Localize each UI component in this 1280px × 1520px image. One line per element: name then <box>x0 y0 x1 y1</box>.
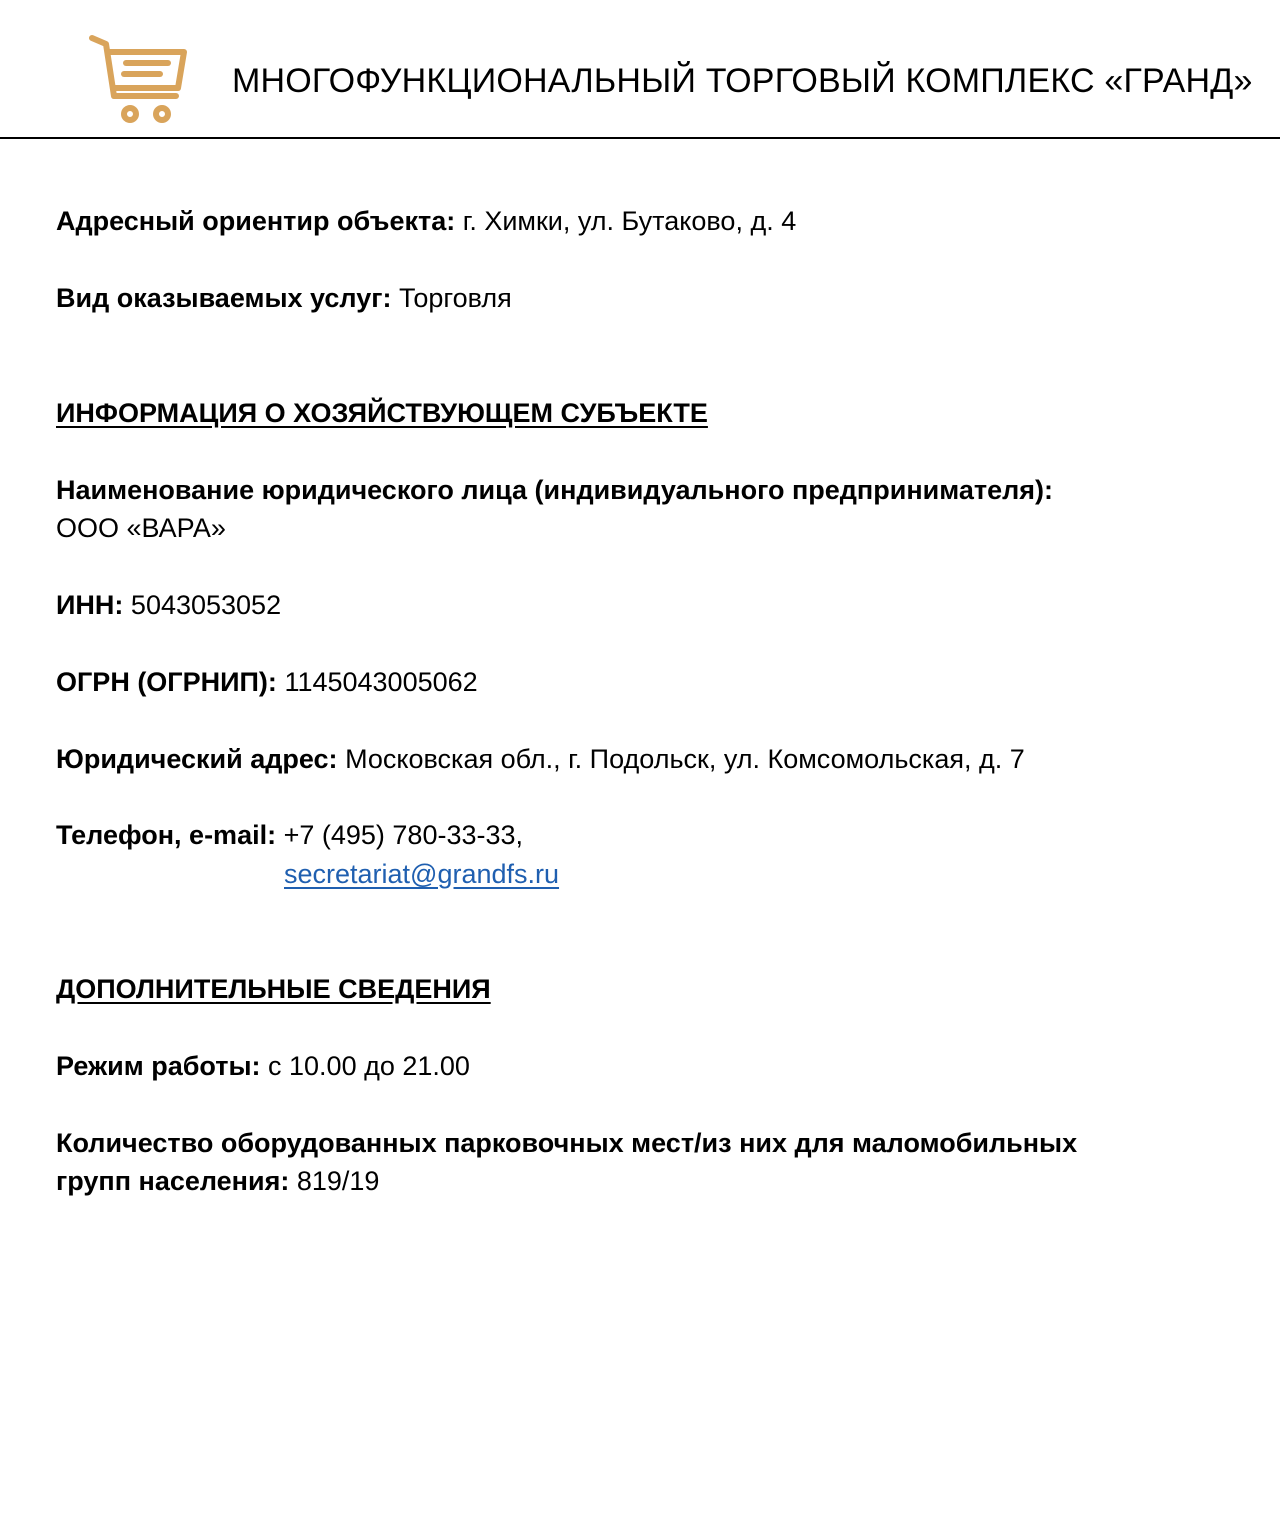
object-address-label: Адресный ориентир объекта: <box>56 206 456 236</box>
object-address-value: г. Химки, ул. Бутаково, д. 4 <box>462 206 797 236</box>
parking-row <box>56 1162 379 1200</box>
legal-address-label: Юридический адрес: <box>56 744 338 774</box>
entity-name-value: ООО «ВАРА» <box>56 513 226 543</box>
shopping-cart-icon <box>86 30 190 126</box>
inn-label: ИНН: <box>56 590 124 620</box>
parking-value: 819/19 <box>296 1166 380 1196</box>
header-title: МНОГОФУНКЦИОНАЛЬНЫЙ ТОРГОВЫЙ КОМПЛЕКС «ГРАНД» <box>232 62 1253 100</box>
inn-value: 5043053052 <box>130 590 282 620</box>
services-row <box>56 279 512 317</box>
services-value: Торговля <box>398 283 512 313</box>
email-row <box>284 855 559 893</box>
hours-row <box>56 1047 470 1085</box>
additional-section-heading: ДОПОЛНИТЕЛЬНЫЕ СВЕДЕНИЯ <box>56 974 491 1004</box>
services-label: Вид оказываемых услуг: <box>56 283 392 313</box>
hours-value: с 10.00 до 21.00 <box>268 1051 470 1081</box>
entity-name-label: Наименование юридического лица (индивидуального предпринимателя): <box>56 475 1053 505</box>
inn-row <box>56 586 281 624</box>
email-link[interactable]: secretariat@grandfs.ru <box>284 859 560 889</box>
object-address-row <box>56 202 796 240</box>
parking-label-line1: Количество оборудованных парковочных мест/из них для маломобильных <box>56 1128 1078 1158</box>
contact-label: Телефон, e-mail: <box>56 820 277 850</box>
legal-address-row <box>56 740 1025 778</box>
page-header <box>0 0 1280 139</box>
ogrn-label: ОГРН (ОГРНИП): <box>56 667 277 697</box>
ogrn-value: 1145043005062 <box>284 667 478 697</box>
contact-row <box>56 816 523 854</box>
ogrn-row <box>56 663 478 701</box>
legal-address-value: Московская обл., г. Подольск, ул. Комсомольская, д. 7 <box>345 744 1025 774</box>
hours-label: Режим работы: <box>56 1051 261 1081</box>
entity-section-heading: ИНФОРМАЦИЯ О ХОЗЯЙСТВУЮЩЕМ СУБЪЕКТЕ <box>56 398 708 428</box>
phone-value: +7 (495) 780-33-33, <box>283 820 524 850</box>
parking-label-line2: групп населения: <box>56 1166 290 1196</box>
